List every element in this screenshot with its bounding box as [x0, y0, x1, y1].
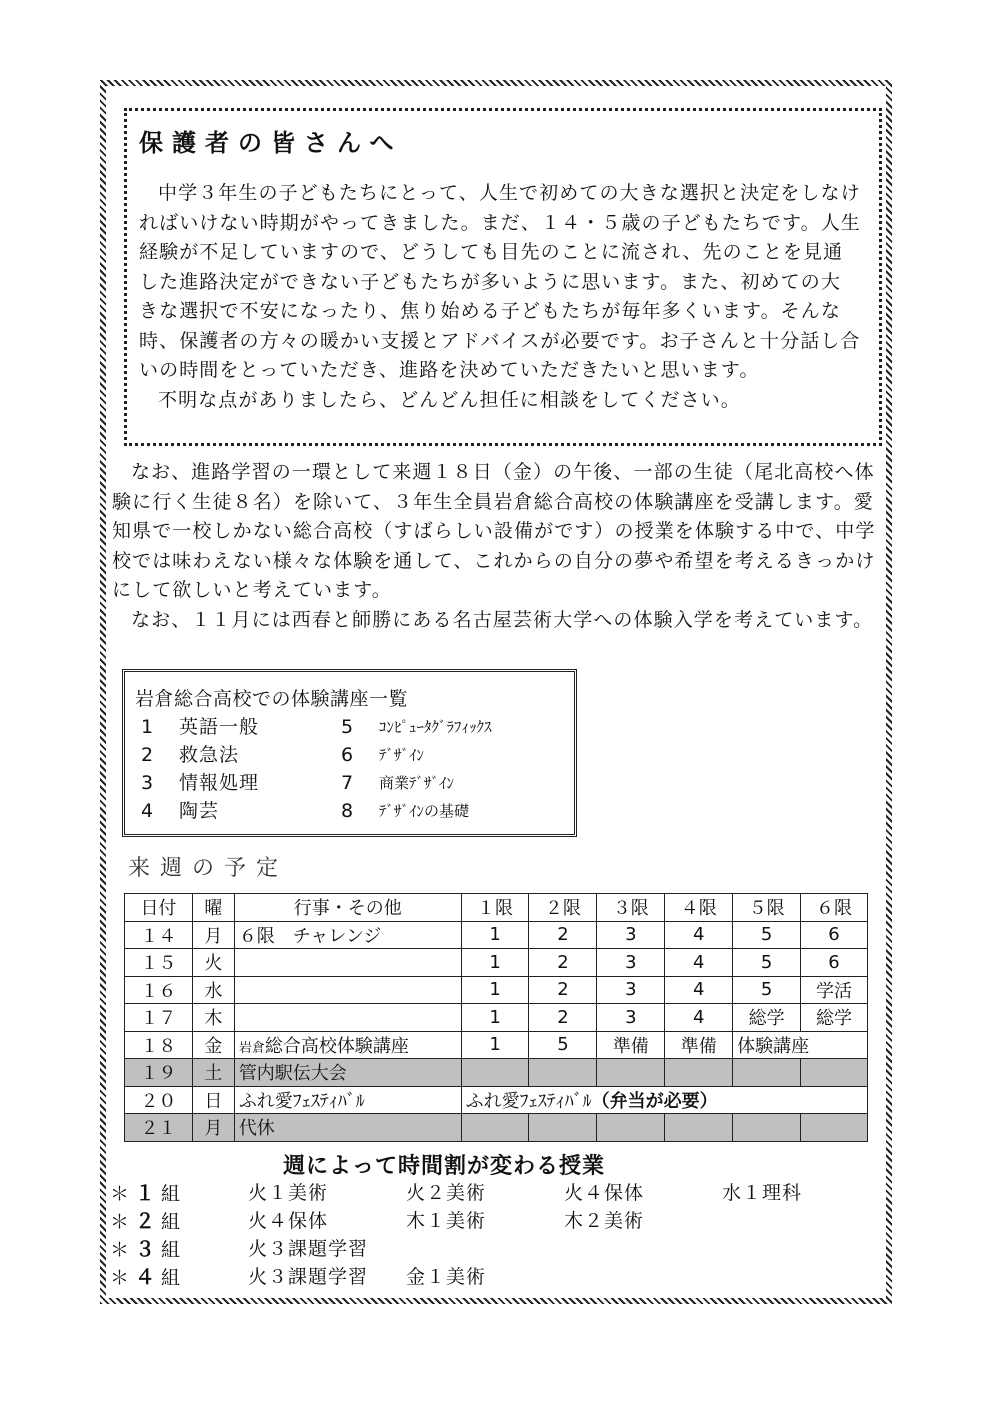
class-number: ４: [135, 1265, 162, 1289]
parent-notice-box: [124, 108, 882, 446]
date-cell: １６: [125, 976, 193, 1004]
period-cell: 4: [665, 976, 733, 1004]
period-cell: [665, 1059, 733, 1087]
course-item: [335, 769, 565, 797]
event-cell: 管内駅伝大会: [234, 1059, 461, 1087]
lunch-note: （弁当が必要）: [591, 1090, 718, 1112]
class-subject: 火１美術: [248, 1182, 329, 1204]
period-cell: [801, 1114, 868, 1142]
period-cell: [529, 1059, 597, 1087]
class-row: [110, 1207, 880, 1235]
class-subject: 金１美術: [406, 1266, 487, 1288]
class-subject: 木２美術: [564, 1210, 645, 1232]
schedule-heading: 来週の予定: [128, 856, 289, 881]
period-cell: 準備: [597, 1031, 665, 1059]
course-item: [135, 797, 335, 825]
period-cell: 1: [461, 921, 529, 949]
period-cell: 3: [597, 949, 665, 977]
header-cell: １限: [461, 894, 529, 922]
table-row: [125, 1086, 868, 1114]
class-label: [110, 1235, 248, 1263]
course-item: [335, 797, 565, 825]
event-text: 総合高校体験講座: [264, 1035, 409, 1057]
period-cell: [461, 1059, 529, 1087]
class-label: [110, 1207, 248, 1235]
day-cell: 金: [192, 1031, 234, 1059]
table-row: [125, 921, 868, 949]
class-subject: 水１理科: [722, 1182, 803, 1204]
class-row: [110, 1263, 880, 1291]
class-marker: ＊: [110, 1267, 136, 1289]
period-cell: 5: [529, 1031, 597, 1059]
day-cell: 水: [192, 976, 234, 1004]
header-cell: ３限: [597, 894, 665, 922]
class-changes-heading: 週によって時間割が変わる授業: [283, 1154, 606, 1179]
table-row: [125, 1031, 868, 1059]
class-subject: 火４保体: [248, 1210, 329, 1232]
date-cell: ２１: [125, 1114, 193, 1142]
header-cell: ５限: [733, 894, 801, 922]
date-cell: １９: [125, 1059, 193, 1087]
notice-paragraph: 不明な点がありましたら、どんどん担任に相談をしてください。: [158, 388, 741, 411]
course-grid: [135, 713, 574, 825]
period-cell: 準備: [665, 1031, 733, 1059]
notice-body: [139, 179, 861, 415]
course-num: 5: [341, 716, 354, 738]
period-cell: 3: [597, 921, 665, 949]
class-marker: ＊: [110, 1183, 136, 1205]
class-label: [110, 1263, 248, 1291]
period-cell: [733, 1114, 801, 1142]
period-cell: 1: [461, 976, 529, 1004]
period-cell: 4: [665, 949, 733, 977]
class-subject: 火４保体: [564, 1182, 645, 1204]
notice-title: 保護者の皆さんへ: [139, 129, 403, 157]
period-cell: [801, 1059, 868, 1087]
header-cell: 行事・その他: [234, 894, 461, 922]
course-num: 6: [341, 744, 354, 766]
period-cell: [461, 1086, 867, 1114]
table-row: [125, 1004, 868, 1032]
table-row: [125, 949, 868, 977]
date-cell: １４: [125, 921, 193, 949]
event-cell: [234, 1031, 461, 1059]
event-cell: 代休: [234, 1114, 461, 1142]
period-cell: 2: [529, 976, 597, 1004]
class-label: [110, 1179, 248, 1207]
day-cell: 月: [192, 921, 234, 949]
course-item: [335, 713, 565, 741]
course-name: 陶芸: [179, 800, 220, 822]
main-paragraph: なお、進路学習の一環として来週１８日（金）の午後、一部の生徒（尾北高校へ体験に行く生徒８名）を除いて、３年生全員岩倉総合高校の体験講座を受講します。愛知県で一校しかない総合高校（すばらしい設備がです）の授業を体験する中で、中学校では味わえない様々な体験を通して、これからの自分の夢や希望を考えるきっかけにして欲しいと考えています。: [112, 461, 876, 601]
day-cell: 木: [192, 1004, 234, 1032]
class-suffix: 組: [161, 1211, 187, 1233]
schedule-table: [124, 893, 868, 1142]
period-cell: 3: [597, 1004, 665, 1032]
course-list-title: 岩倉総合高校での体験講座一覧: [135, 688, 409, 710]
class-row: [110, 1235, 880, 1263]
day-cell: 土: [192, 1059, 234, 1087]
course-name: ﾃﾞｻﾞｲﾝの基礎: [379, 802, 470, 820]
course-name: ﾃﾞｻﾞｲﾝ: [379, 746, 425, 764]
course-num: 7: [341, 772, 354, 794]
course-name: ｺﾝﾋﾟｭｰﾀｸﾞﾗﾌｨｯｸｽ: [379, 718, 492, 736]
period-cell: 4: [665, 1004, 733, 1032]
period-cell: 6: [801, 949, 868, 977]
event-cell: [234, 976, 461, 1004]
course-item: [135, 741, 335, 769]
course-name: 情報処理: [179, 772, 260, 794]
event-prefix: 岩倉: [238, 1040, 265, 1056]
course-name: 救急法: [179, 744, 240, 766]
table-row: [125, 1114, 868, 1142]
main-paragraph: なお、１１月には西春と師勝にある名古屋芸術大学への体験入学を考えています。: [131, 608, 874, 631]
event-cell: [234, 1004, 461, 1032]
period-cell: 5: [733, 921, 801, 949]
period-cell: 総学: [733, 1004, 801, 1032]
day-cell: 火: [192, 949, 234, 977]
course-name: 商業ﾃﾞｻﾞｲﾝ: [379, 774, 455, 792]
course-item: [135, 769, 335, 797]
course-num: 4: [141, 800, 154, 822]
class-suffix: 組: [161, 1267, 187, 1289]
period-cell: 3: [597, 976, 665, 1004]
event-cell: [234, 949, 461, 977]
period-cell: 1: [461, 949, 529, 977]
day-cell: 日: [192, 1086, 234, 1114]
period-cell: [665, 1114, 733, 1142]
class-subject: 火２美術: [406, 1182, 487, 1204]
course-item: [335, 741, 565, 769]
date-cell: １５: [125, 949, 193, 977]
event-cell: ふれ愛ﾌｪｽﾃｨﾊﾞﾙ: [234, 1086, 461, 1114]
period-cell: 4: [665, 921, 733, 949]
course-num: 3: [141, 772, 154, 794]
class-number: ２: [135, 1209, 162, 1233]
period-cell: [529, 1114, 597, 1142]
period-cell: 2: [529, 949, 597, 977]
period-cell: 2: [529, 1004, 597, 1032]
period-cell: [733, 1059, 801, 1087]
period-cell: [461, 1114, 529, 1142]
class-row: [110, 1179, 880, 1207]
class-subject: 火３課題学習: [248, 1266, 369, 1288]
period-cell: 1: [461, 1031, 529, 1059]
period-cell: [597, 1114, 665, 1142]
class-subject: 木１美術: [406, 1210, 487, 1232]
event-cell: ６限 チャレンジ: [234, 921, 461, 949]
date-cell: １８: [125, 1031, 193, 1059]
day-cell: 月: [192, 1114, 234, 1142]
course-list-box: [122, 669, 577, 837]
date-cell: １７: [125, 1004, 193, 1032]
class-suffix: 組: [161, 1239, 187, 1261]
table-row: [125, 976, 868, 1004]
table-header-row: [125, 894, 868, 922]
period-cell: 5: [733, 949, 801, 977]
period-cell: 体験講座: [733, 1031, 868, 1059]
class-changes-list: [110, 1179, 880, 1291]
course-num: 1: [141, 716, 154, 738]
header-cell: 日付: [125, 894, 193, 922]
course-name: 英語一般: [179, 716, 260, 738]
class-marker: ＊: [110, 1211, 136, 1233]
table-row: [125, 1059, 868, 1087]
period-cell: 総学: [801, 1004, 868, 1032]
header-cell: ４限: [665, 894, 733, 922]
class-marker: ＊: [110, 1239, 136, 1261]
header-cell: ２限: [529, 894, 597, 922]
course-num: 8: [341, 800, 354, 822]
notice-paragraph: 中学３年生の子どもたちにとって、人生で初めての大きな選択と決定をしなければいけない時期がやってきました。まだ、１４・５歳の子どもたちです。人生経験が不足していますので、どうしても目先のことに流され、先のことを見通した進路決定ができない子どもたちが多いように思います。また、初めての大きな選択で不安になったり、焦り始める子どもたちが毎年多くいます。そんな時、保護者の方々の暖かい支援とアドバイスが必要です。お子さんと十分話し合いの時間をとっていただき、進路を決めていただきたいと思います。: [139, 182, 861, 381]
period-cell: 6: [801, 921, 868, 949]
class-suffix: 組: [161, 1183, 187, 1205]
festival-text: ふれ愛ﾌｪｽﾃｨﾊﾞﾙ: [465, 1090, 592, 1112]
course-num: 2: [141, 744, 154, 766]
header-cell: 曜: [192, 894, 234, 922]
class-number: １: [135, 1181, 162, 1205]
course-item: [135, 713, 335, 741]
period-cell: 5: [733, 976, 801, 1004]
header-cell: ６限: [801, 894, 868, 922]
main-text: [112, 458, 882, 635]
class-subject: 火３課題学習: [248, 1238, 369, 1260]
period-cell: 学活: [801, 976, 868, 1004]
period-cell: 1: [461, 1004, 529, 1032]
period-cell: [597, 1059, 665, 1087]
date-cell: ２０: [125, 1086, 193, 1114]
period-cell: 2: [529, 921, 597, 949]
class-number: ３: [135, 1237, 162, 1261]
